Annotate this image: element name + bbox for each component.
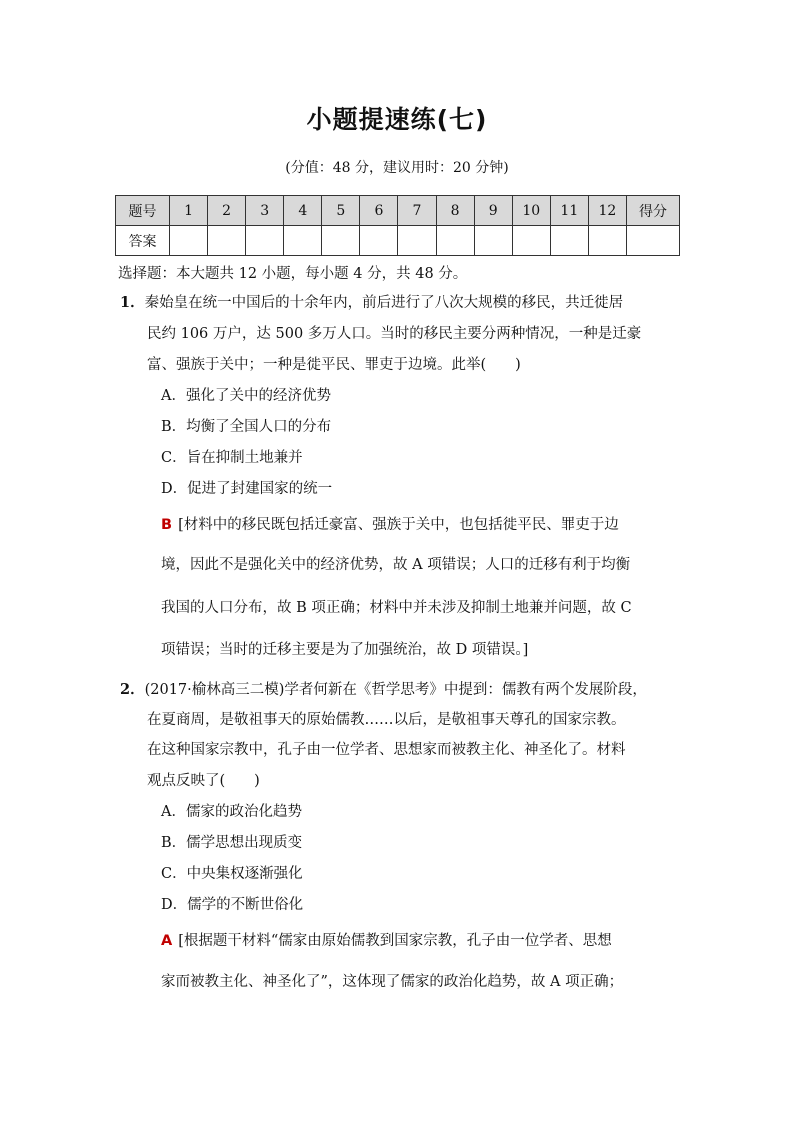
- question-number-cell: 10: [512, 196, 550, 226]
- question-2-explanation-line-1: A [根据题干材料“儒家由原始儒教到国家宗教，孔子由一位学者、思想: [161, 933, 612, 949]
- question-2-line-3: 在这种国家宗教中，孔子由一位学者、思想家而被教主化、神圣化了。材料: [147, 742, 626, 758]
- question-2-option-d: D．儒学的不断世俗化: [161, 897, 304, 913]
- question-number-cell: 11: [550, 196, 588, 226]
- question-1-option-a: A．强化了关中的经济优势: [161, 388, 331, 404]
- answer-cell[interactable]: [398, 226, 436, 256]
- answer-cell[interactable]: [436, 226, 474, 256]
- question-1-answer-key: B: [161, 517, 173, 533]
- question-2-option-a: A．儒家的政治化趋势: [161, 804, 302, 820]
- question-1-line-2: 民约 106 万户，达 500 多万人口。当时的移民主要分两种情况，一种是迁豪: [147, 326, 642, 342]
- answer-cell[interactable]: [284, 226, 322, 256]
- question-number-cell: 7: [398, 196, 436, 226]
- answer-cell[interactable]: [246, 226, 284, 256]
- question-1-explanation-line-4: 项错误；当时的迁移主要是为了加强统治，故 D 项错误。]: [161, 642, 529, 658]
- section-intro: 选择题：本大题共 12 小题，每小题 4 分，共 48 分。: [118, 266, 468, 282]
- question-2-answer-key: A: [161, 933, 173, 949]
- question-2-line-1: 2．(2017·榆林高三二模)学者何新在《哲学思考》中提到：儒教有两个发展阶段，: [120, 681, 647, 698]
- question-number-cell: 12: [588, 196, 626, 226]
- answer-cell[interactable]: [550, 226, 588, 256]
- question-1-explanation-line-2: 境，因此不是强化关中的经济优势，故 A 项错误；人口的迁移有利于均衡: [161, 557, 631, 573]
- question-1-line-1: 1．秦始皇在统一中国后的十余年内，前后进行了八次大规模的移民，共迁徙居: [120, 294, 624, 311]
- answer-cell[interactable]: [360, 226, 398, 256]
- question-2-line-4: 观点反映了( ): [147, 773, 260, 789]
- answer-table: [115, 195, 680, 256]
- question-1-number: 1．: [120, 294, 145, 311]
- question-number-cell: 8: [436, 196, 474, 226]
- question-number-cell: 2: [208, 196, 246, 226]
- question-1-option-d: D．促进了封建国家的统一: [161, 481, 333, 497]
- question-2-option-b: B．儒学思想出现质变: [161, 835, 303, 851]
- question-2-option-c: C．中央集权逐渐强化: [161, 866, 303, 882]
- question-1-explanation-line-1: B [材料中的移民既包括迁豪富、强族于关中，也包括徙平民、罪吏于边: [161, 517, 619, 533]
- question-2-line-2: 在夏商周，是敬祖事天的原始儒教……以后，是敬祖事天尊孔的国家宗教。: [147, 712, 626, 728]
- score-label: 得分: [627, 196, 680, 226]
- page-title: 小题提速练(七): [306, 105, 488, 134]
- answer-cell[interactable]: [208, 226, 246, 256]
- question-1-option-b: B．均衡了全国人口的分布: [161, 419, 332, 435]
- answer-label: 答案: [116, 226, 170, 256]
- question-1-explanation-line-3: 我国的人口分布，故 B 项正确；材料中并未涉及抑制土地兼并问题，故 C: [161, 600, 632, 616]
- score-cell[interactable]: [627, 226, 680, 256]
- answer-cell[interactable]: [588, 226, 626, 256]
- answer-cell[interactable]: [322, 226, 360, 256]
- question-number-cell: 4: [284, 196, 322, 226]
- question-1-option-c: C．旨在抑制土地兼并: [161, 450, 303, 466]
- answer-cell[interactable]: [170, 226, 208, 256]
- question-2-explanation-line-2: 家而被教主化、神圣化了”，这体现了儒家的政治化趋势，故 A 项正确；: [161, 974, 624, 990]
- question-number-cell: 3: [246, 196, 284, 226]
- question-2-number: 2．: [120, 681, 145, 698]
- question-1-line-3: 富、强族于关中；一种是徙平民、罪吏于边境。此举( ): [147, 357, 521, 373]
- answer-cell[interactable]: [474, 226, 512, 256]
- question-number-label: 题号: [116, 196, 170, 226]
- question-number-cell: 1: [170, 196, 208, 226]
- answer-table-answer-row: [116, 226, 680, 256]
- question-number-cell: 6: [360, 196, 398, 226]
- question-number-cell: 9: [474, 196, 512, 226]
- answer-cell[interactable]: [512, 226, 550, 256]
- answer-table-header-row: [116, 196, 680, 226]
- question-number-cell: 5: [322, 196, 360, 226]
- score-time-note: (分值：48 分，建议用时：20 分钟): [285, 160, 509, 176]
